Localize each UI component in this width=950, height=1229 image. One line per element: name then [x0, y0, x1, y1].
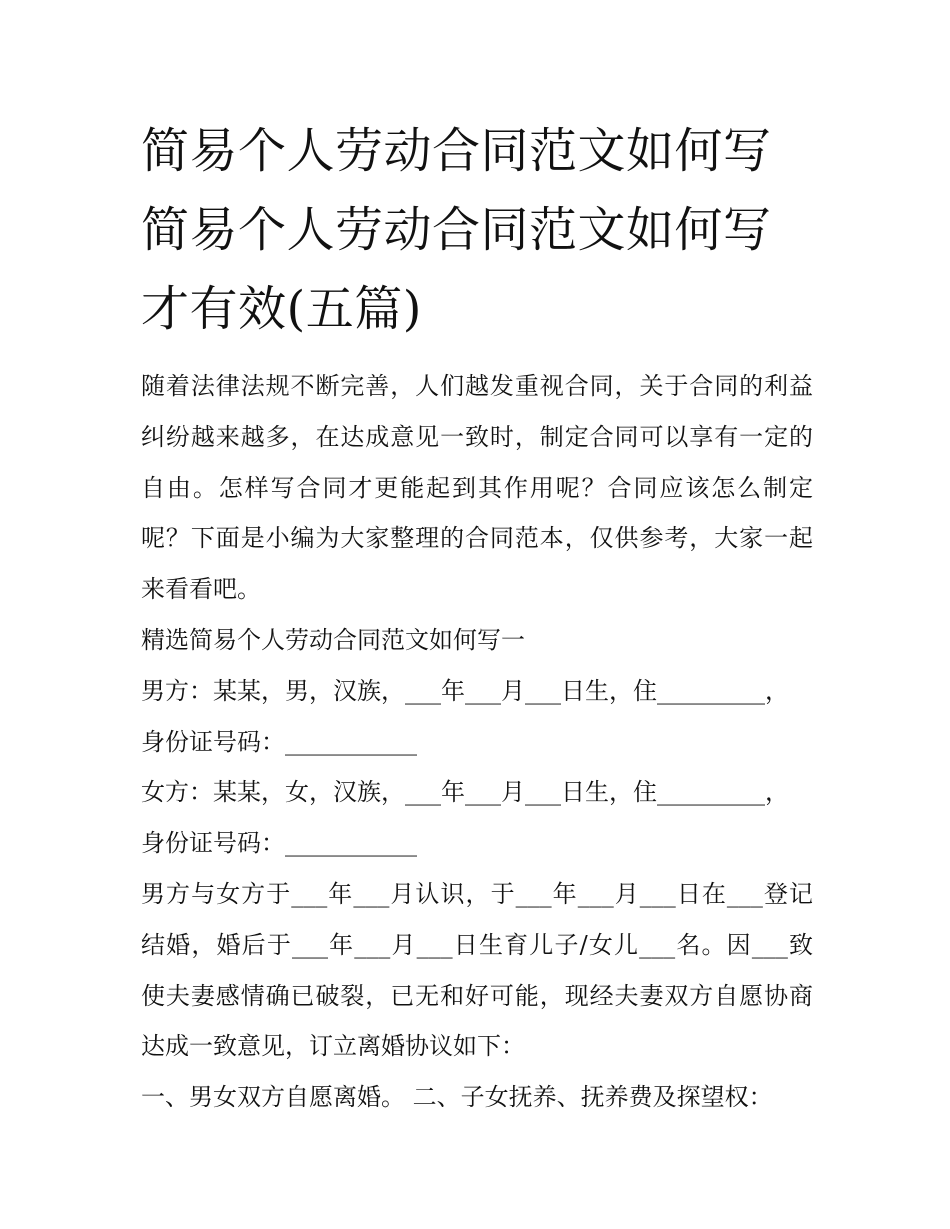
intro-line: 呢？下面是小编为大家整理的合同范本，仅供参考，大家一起 — [141, 524, 813, 553]
intro-line: 随着法律法规不断完善，人们越发重视合同，关于合同的利益 — [141, 372, 813, 400]
intro-line: 自由。怎样写合同才更能起到其作用呢？合同应该怎么制定 — [141, 473, 813, 502]
document-title — [141, 112, 813, 349]
marriage-paragraph — [141, 869, 813, 1072]
section-heading-text: 精选简易个人劳动合同范文如何写一 — [141, 625, 525, 654]
male-party-id-line: 身份证号码：___________ — [141, 727, 417, 756]
terms-paragraph — [141, 1072, 813, 1123]
document-page — [141, 112, 813, 1123]
female-party-id-line: 身份证号码：___________ — [141, 829, 417, 858]
female-party-line: 女方：某某，女，汉族，___年___月___日生，住_________， — [141, 778, 789, 807]
marriage-line: 结婚，婚后于___年___月___日生育儿子/女儿___名。因___致 — [141, 930, 813, 959]
intro-line: 来看看吧。 — [141, 575, 261, 604]
marriage-line: 男方与女方于___年___月认识，于___年___月___日在___登记 — [141, 879, 813, 908]
title-line: 简易个人劳动合同范文如何写 — [141, 202, 772, 258]
section-heading — [141, 615, 813, 666]
intro-line: 纠纷越来越多，在达成意见一致时，制定合同可以享有一定的 — [141, 422, 813, 451]
intro-paragraph — [141, 361, 813, 615]
male-party-paragraph — [141, 666, 813, 768]
terms-line: 一、男女双方自愿离婚。 二、子女抚养、抚养费及探望权： — [141, 1083, 773, 1112]
title-line: 才有效(五篇) — [141, 281, 422, 337]
title-line: 简易个人劳动合同范文如何写 — [141, 123, 772, 179]
male-party-line: 男方：某某，男，汉族，___年___月___日生，住_________， — [141, 676, 789, 705]
female-party-paragraph — [141, 767, 813, 869]
marriage-line: 达成一致意见，订立离婚协议如下： — [141, 1032, 525, 1061]
marriage-line: 使夫妻感情确已破裂，已无和好可能，现经夫妻双方自愿协商 — [141, 981, 813, 1010]
